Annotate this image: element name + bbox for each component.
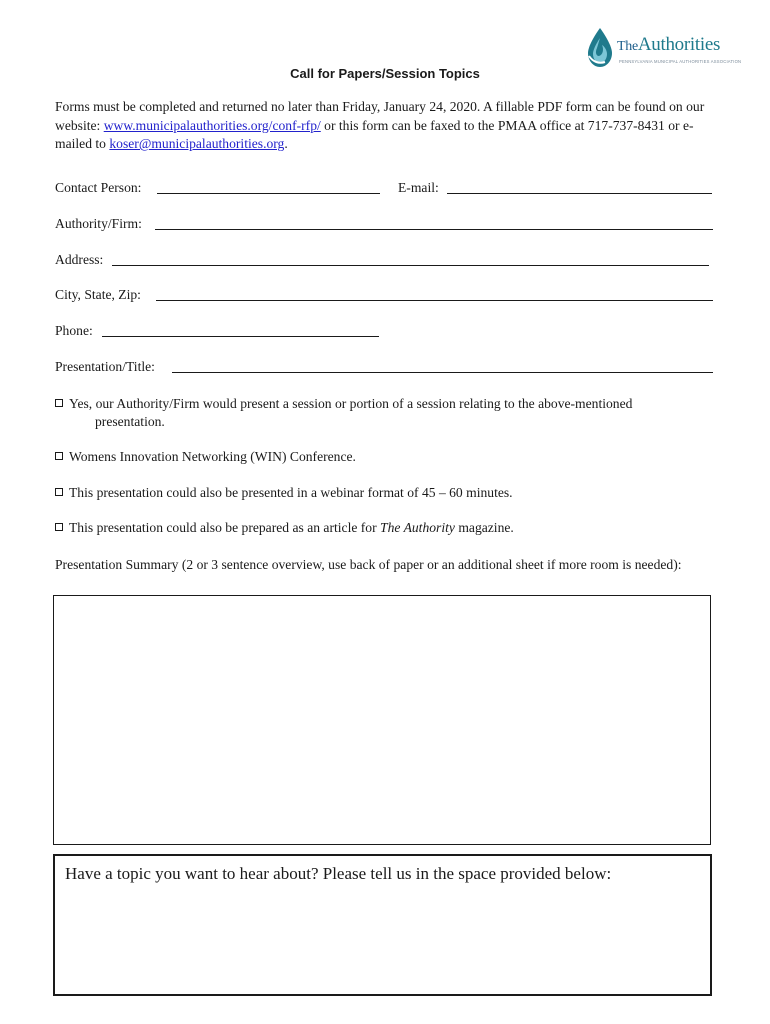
address-label: Address:	[55, 252, 104, 267]
win-conference-checkbox[interactable]	[55, 452, 63, 460]
association-logo	[585, 26, 745, 70]
city-state-zip-field[interactable]	[156, 300, 713, 301]
present-session-checkbox[interactable]	[55, 399, 63, 407]
presentation-title-label: Presentation/Title:	[55, 359, 155, 374]
logo-wordmark: TheAuthorities	[617, 34, 721, 55]
win-conference-option: Womens Innovation Networking (WIN) Conference.	[55, 448, 356, 466]
summary-label: Presentation Summary (2 or 3 sentence overview, use back of paper or an additional sheet if more room is needed):	[55, 557, 682, 572]
presentation-title-field[interactable]	[172, 372, 713, 373]
webinar-option: This presentation could also be presented in a webinar format of 45 – 60 minutes.	[55, 484, 513, 502]
email-field[interactable]	[447, 193, 712, 194]
webinar-checkbox[interactable]	[55, 488, 63, 496]
article-option: This presentation could also be prepared as an article for The Authority magazine.	[55, 519, 514, 537]
contact-person-field[interactable]	[157, 193, 380, 194]
website-link[interactable]: www.municipalauthorities.org/conf-rfp/	[103, 117, 321, 133]
topic-request-box[interactable]	[53, 854, 712, 996]
address-field[interactable]	[112, 265, 709, 266]
city-state-zip-label: City, State, Zip:	[55, 287, 141, 302]
email-label: E-mail:	[398, 180, 439, 195]
water-drop-icon	[585, 26, 615, 70]
article-checkbox[interactable]	[55, 523, 63, 531]
magazine-name: The Authority	[380, 520, 455, 535]
authority-firm-label: Authority/Firm:	[55, 216, 142, 231]
present-session-option: Yes, our Authority/Firm would present a session or portion of a session relating to the above-mentioned presentation.	[55, 395, 720, 431]
email-link[interactable]: koser@municipalauthorities.org	[109, 136, 285, 152]
logo-tagline: PENNSYLVANIA MUNICIPAL AUTHORITIES ASSOCIATION	[619, 59, 742, 64]
form-title: Call for Papers/Session Topics	[290, 66, 480, 81]
authority-firm-field[interactable]	[155, 229, 713, 230]
summary-textbox[interactable]	[53, 595, 711, 845]
intro-paragraph: Forms must be completed and returned no later than Friday, January 24, 2020. A fillable PDF form can be found on our website: www.municipalauthorities.org/conf-rfp/ or this form can be faxed to the PMAA office at 717-737-8431 or e-mailed to koser@municipalauthorities.org.	[55, 99, 705, 152]
topic-request-prompt: Have a topic you want to hear about? Please tell us in the space provided below:	[65, 864, 612, 883]
phone-field[interactable]	[102, 336, 379, 337]
phone-label: Phone:	[55, 323, 93, 338]
contact-person-label: Contact Person:	[55, 180, 142, 195]
